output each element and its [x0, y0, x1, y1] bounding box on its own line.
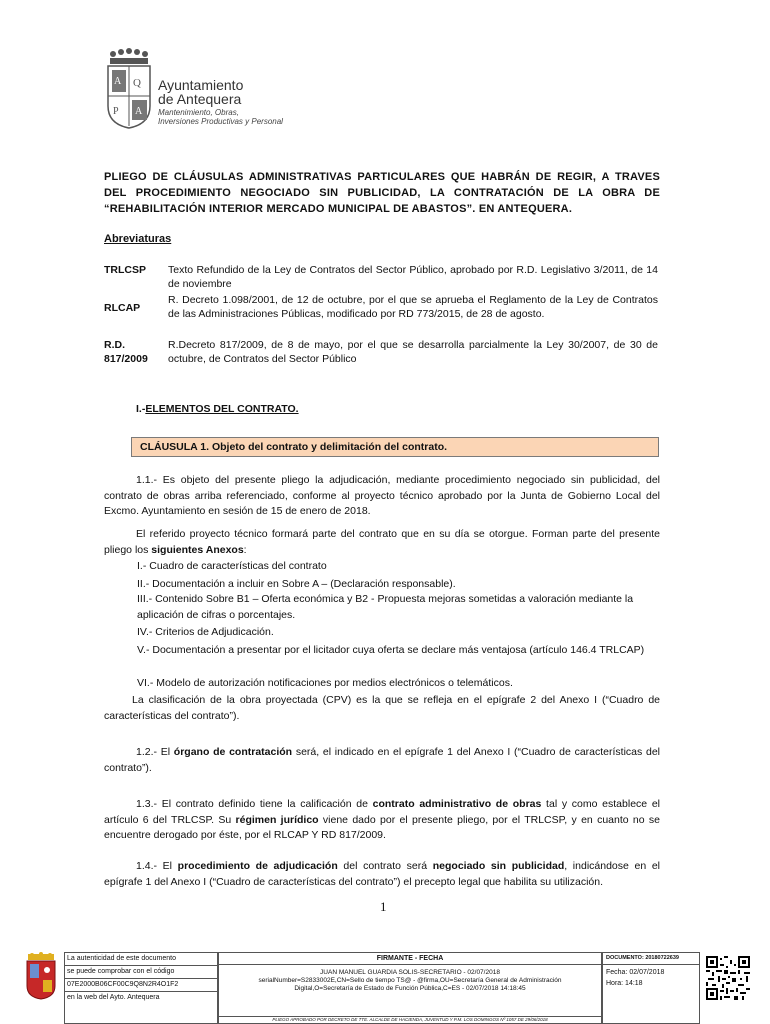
clause-heading-box: CLÁUSULA 1. Objeto del contrato y delimitación del contrato.	[131, 437, 659, 457]
abbreviation-key: RLCAP	[104, 302, 141, 314]
p13-bold-a: contrato administrativo de obras	[372, 798, 542, 810]
paragraph-1-3	[104, 797, 660, 844]
annexes-intro-end: :	[243, 543, 247, 556]
p12-text-b: será, el indicado en el epígrafe 1 del Anexo I (“Cuadro de características del contrato”).	[104, 746, 660, 774]
authenticity-box	[64, 952, 218, 1024]
coat-of-arms-color-icon	[24, 952, 58, 1000]
abbreviation-text: R. Decreto 1.098/2001, de 12 de octubre, por el que se aprueba el Reglamento de la Ley de Contratos de las Administraciones Públicas, modificado por RD 773/2015, de 28 de agosto.	[168, 294, 658, 320]
p13-text-b: tal y como establece el artículo 6 del TRLCSP. Su	[104, 798, 660, 826]
signature-footer	[0, 950, 770, 1024]
p14-bold-b: negociado sin publicidad	[432, 860, 565, 872]
paragraph-annexes-intro	[104, 527, 660, 558]
svg-text:Q: Q	[133, 77, 141, 89]
svg-text:P: P	[113, 106, 119, 117]
document-id: DOCUMENTO: 20180722639	[603, 953, 699, 965]
verification-code[interactable]: 07E2000B06CF00C9Q8N2R4O1F2	[65, 979, 217, 992]
document-date: Fecha: 02/07/2018	[606, 969, 665, 976]
p14-text-a: 1.4.- El	[136, 860, 178, 872]
signer-line: Digital,O=Secretaría de Estado de Función Pública,C=ES - 02/07/2018 14:18:45	[294, 985, 526, 992]
logo-subtitle	[158, 108, 283, 126]
abbreviation-key: TRLCSP	[104, 264, 146, 276]
annex-item: II.- Documentación a incluir en Sobre A – (Declaración responsable).	[137, 578, 456, 590]
signer-header: FIRMANTE - FECHA	[219, 953, 601, 965]
ayuntamiento-logo	[98, 48, 308, 138]
document-title: PLIEGO DE CLÁUSULAS ADMINISTRATIVAS PARTICULARES QUE HABRÁN DE REGIR, A TRAVES DEL PROCEDIMIENTO NEGOCIADO SIN PUBLICIDAD, LA CONTRATACIÓN DE LA OBRA DE “REHABILITACIÓN INTERIOR MERCADO MUNICIPAL DE ABASTOS”. EN ANTEQUERA.	[104, 171, 660, 215]
annex-item: VI.- Modelo de autorización notificaciones por medios electrónicos o telemáticos.	[137, 677, 513, 689]
p13-text-a: 1.3.- El contrato definido tiene la calificación de	[136, 798, 373, 810]
coat-of-arms-icon	[104, 48, 154, 130]
svg-text:A: A	[135, 106, 143, 117]
page-number: 1	[380, 899, 387, 914]
p14-text-c: , indicándose en el epígrafe 1 del Anexo I (“Cuadro de características del contrato”) el precepto legal que habilita su utilización.	[104, 860, 661, 888]
document-info-box	[602, 952, 700, 1024]
paragraph-cpv: La clasificación de la obra proyectada (CPV) es la que se refleja en el epígrafe 2 del Anexo I (“Cuadro de características del contrato”).	[104, 694, 660, 722]
abbreviation-row	[104, 293, 660, 337]
section-label: ELEMENTOS DEL CONTRATO.	[145, 403, 299, 415]
p13-bold-b: régimen jurídico	[235, 813, 319, 826]
approval-note: PLIEGO APROBADO POR DECRETO DE TTE. ALCALDE DE HACIENDA, JUVENTUD Y P.M. LOS DOMINGOS Nº 1057 DE 29/06/2018	[219, 1016, 601, 1023]
signer-line: JUAN MANUEL GUARDIA SOLIS-SECRETARIO - 02/07/2018	[320, 969, 500, 976]
paragraph-1-2	[104, 745, 660, 776]
signer-box	[218, 952, 602, 1024]
authenticity-line: se puede comprobar con el código	[65, 966, 217, 979]
logo-sub-line1: Mantenimiento, Obras,	[158, 108, 239, 117]
svg-text:A: A	[114, 76, 122, 87]
logo-name	[158, 78, 243, 106]
document-time: Hora: 14:18	[606, 980, 643, 987]
signer-line: serialNumber=S2833002E,CN=Sello de tiempo TS@ - @firma,OU=Secretaría General de Administración	[258, 977, 562, 984]
abbreviation-key: R.D. 817/2009	[104, 339, 148, 365]
p14-bold-a: procedimiento de adjudicación	[177, 860, 338, 872]
authenticity-line: La autenticidad de este documento	[65, 953, 217, 966]
section-prefix: I.-	[136, 403, 146, 415]
abbreviations-heading: Abreviaturas	[104, 233, 172, 245]
logo-name-line1: Ayuntamiento	[158, 77, 244, 93]
annex-item: I.- Cuadro de características del contrato	[137, 560, 327, 572]
section-heading	[136, 403, 299, 415]
annex-item: III.- Contenido Sobre B1 – Oferta económica y B2 - Propuesta mejoras sometidas a valoración mediante la aplicación de cifras o porcentajes.	[137, 593, 634, 621]
annexes-intro-text: El referido proyecto técnico formará parte del contrato que en su día se otorgue. Forman parte del presente pliego los	[104, 528, 660, 556]
p12-bold: órgano de contratación	[173, 746, 293, 758]
abbreviation-row	[104, 338, 660, 368]
paragraph-1-4	[104, 859, 660, 890]
abbreviation-text: Texto Refundido de la Ley de Contratos del Sector Público, aprobado por R.D. Legislativo 3/2011, de 14 de noviembre	[168, 264, 658, 290]
abbreviation-row	[104, 263, 660, 293]
annex-item: V.- Documentación a presentar por el licitador cuya oferta se declare más ventajosa (artículo 146.4 TRLCAP)	[137, 644, 645, 656]
p13-text-c: viene dado por el presente pliego, por el TRLCSP, y en cuanto no se encuentre derogado por éste, por el RLCAP Y RD 817/2009.	[104, 813, 661, 841]
annexes-intro-bold: siguientes Anexos	[151, 543, 244, 556]
authenticity-line: en la web del Ayto. Antequera	[67, 994, 160, 1001]
annex-item: IV.- Criterios de Adjudicación.	[137, 626, 274, 638]
logo-name-line2: de Antequera	[158, 91, 242, 107]
logo-sub-line2: Inversiones Productivas y Personal	[158, 117, 283, 126]
p12-text-a: 1.2.- El	[136, 746, 174, 758]
p14-text-b: del contrato será	[337, 860, 433, 872]
qr-code-icon[interactable]	[706, 956, 750, 1000]
abbreviation-text: R.Decreto 817/2009, de 8 de mayo, por el que se desarrolla parcialmente la Ley 30/2007, de 30 de octubre, de Contratos del Sector Público	[168, 339, 658, 365]
paragraph-1-1: 1.1.- Es objeto del presente pliego la adjudicación, mediante procedimiento negociado sin publicidad, del contrato de obras arriba referenciado, conforme al proyecto técnico aprobado por la Junta de Gobierno Local del Excmo. Ayuntamiento en sesión de 15 de enero de 2018.	[104, 474, 660, 517]
